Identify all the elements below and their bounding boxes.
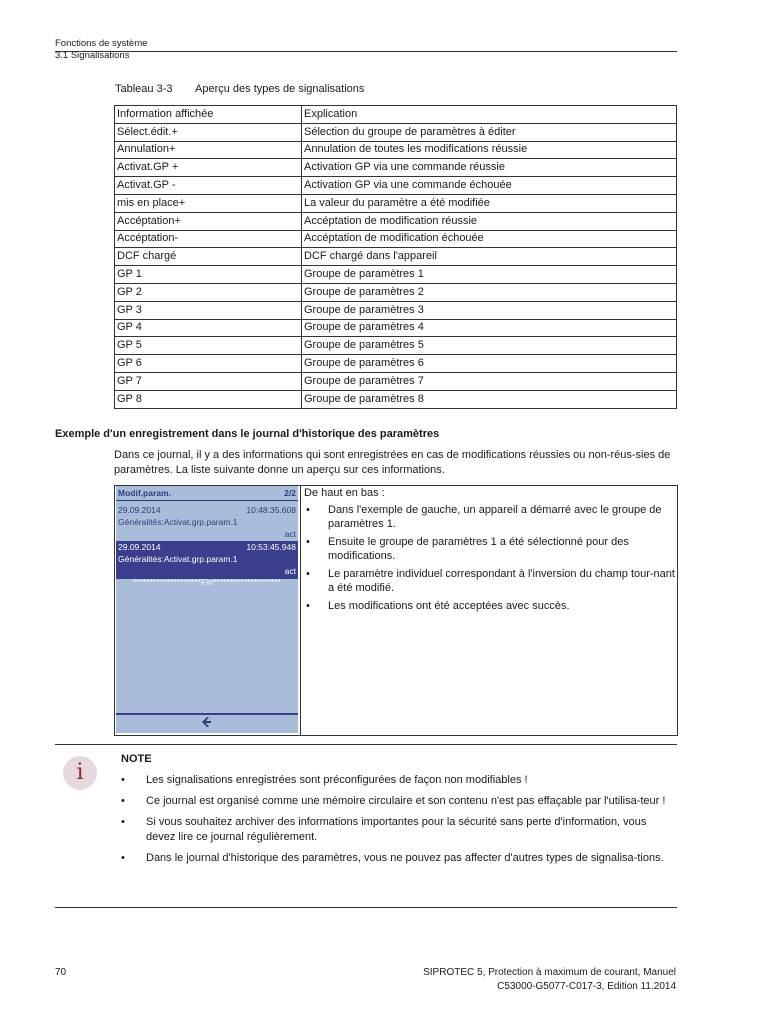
note-bottom-rule [55,907,677,908]
device-display [116,486,298,733]
device-page-indicator: 2/2 [284,488,296,498]
header-rule [55,51,677,52]
list-item: • Dans le journal d'historique des paramètres, vous ne pouvez pas affecter d'autres types de signalisa-tions. [121,852,664,864]
table-row [115,337,677,355]
table-row [115,159,677,177]
cell-info: Activat.GP - [115,177,302,195]
cell-info: GP 1 [115,266,302,284]
entry2-date: 29.09.2014 [118,542,161,552]
signal-types-table [114,105,677,409]
note-top-rule [55,744,677,745]
table-row [115,319,677,337]
cell-explanation: Accéptation de modification échouée [302,230,677,248]
cell-info: Accéptation- [115,230,302,248]
cell-explanation: Groupe de paramètres 1 [302,266,677,284]
subsection-title: 3.1 Signalisations [55,50,130,61]
example-divider [300,485,301,735]
cell-explanation: DCF chargé dans l'appareil [302,248,677,266]
table-row [115,230,677,248]
section-title: Fonctions de système [55,38,148,49]
cell-info: GP 6 [115,355,302,373]
cell-info: GP 8 [115,390,302,408]
cell-info: GP 4 [115,319,302,337]
cell-explanation: Groupe de paramètres 8 [302,390,677,408]
cell-info: Activat.GP + [115,159,302,177]
cell-explanation: La valeur du paramètre a été modifiée [302,194,677,212]
table-row [115,266,677,284]
cell-explanation: Groupe de paramètres 2 [302,283,677,301]
table-row [115,355,677,373]
table-caption-text: Aperçu des types de signalisations [195,83,365,95]
list-item: • Les modifications ont été acceptées avec succès. [306,599,570,612]
table-row [115,390,677,408]
cell-info: mis en place+ [115,194,302,212]
example-intro-paragraph: Dans ce journal, il y a des informations qui sont enregistrées en cas de modifications réussies ou non-réus-sies de paramètres. La liste suivante donne un aperçu sur ces informations. [114,449,671,476]
cell-explanation: Groupe de paramètres 6 [302,355,677,373]
info-icon: i [63,756,97,790]
entry1-time: 10:48:35.608 [246,505,296,515]
table-row [115,212,677,230]
entry1-date: 29.09.2014 [118,505,161,515]
cell-explanation: Sélection du groupe de paramètres à éditer [302,123,677,141]
table-row [115,372,677,390]
cell-explanation: Annulation de toutes les modifications réussie [302,141,677,159]
explanation-list [304,503,676,614]
cell-info: Sélect.édit.+ [115,123,302,141]
device-title: Modif.param. [118,488,171,498]
cell-explanation: Accéptation de modification réussie [302,212,677,230]
entry2-text: Généralités:Activat.grp.param.1 [118,554,238,564]
table-row [115,248,677,266]
example-explanation [304,486,676,616]
table-row [115,194,677,212]
end-marker: ********************Fin******************** [132,578,282,587]
cell-info: Annulation+ [115,141,302,159]
list-item: • Si vous souhaitez archiver des informations importantes pour la sécurité sans perte d'information, vous devez lire ce journal régulièrement. [121,816,647,843]
entry1-state: act [284,529,296,539]
cell-explanation: Activation GP via une commande réussie [302,159,677,177]
table-header-row [115,106,677,124]
cell-info: GP 7 [115,372,302,390]
entry2-time: 10:53:45.948 [246,542,296,552]
table-row [115,123,677,141]
list-item: • Dans l'exemple de gauche, un appareil a démarré avec le groupe de paramètres 1. [306,503,662,530]
table-row [115,301,677,319]
cell-info: GP 3 [115,301,302,319]
cell-info: GP 2 [115,283,302,301]
cell-info: Accéptation+ [115,212,302,230]
explanation-title: De haut en bas : [304,487,385,499]
list-item: • Le paramètre individuel correspondant à l'inversion du champ tour-nant a été modifié. [306,567,675,594]
entry2-state: act [284,566,296,576]
column-header-explanation: Explication [302,106,677,124]
back-arrow-icon[interactable] [200,715,212,730]
cell-info: GP 5 [115,337,302,355]
table-row [115,283,677,301]
cell-info: DCF chargé [115,248,302,266]
note-list [121,773,676,872]
device-title-bar [116,486,298,501]
list-item: • Ensuite le groupe de paramètres 1 a été sélectionné pour des modifications. [306,535,629,562]
cell-explanation: Groupe de paramètres 7 [302,372,677,390]
page-number: 70 [55,967,67,978]
cell-explanation: Groupe de paramètres 5 [302,337,677,355]
table-row [115,177,677,195]
cell-explanation: Activation GP via une commande échouée [302,177,677,195]
example-heading: Exemple d'un enregistrement dans le journal d'historique des paramètres [55,428,440,440]
cell-explanation: Groupe de paramètres 3 [302,301,677,319]
list-item: • Ce journal est organisé comme une mémoire circulaire et son contenu n'est pas effaçable par l'utilisa-teur ! [121,795,666,807]
table-row [115,141,677,159]
entry1-text: Généralités:Activat.grp.param.1 [118,517,238,527]
note-title: NOTE [121,753,152,765]
footer-title: SIPROTEC 5, Protection à maximum de courant, Manuel [423,967,676,978]
table-caption-number: Tableau 3-3 [115,83,173,95]
column-header-info: Information affichée [115,106,302,124]
footer-doc-id: C53000-G5077-C017-3, Edition 11.2014 [497,981,676,992]
table-caption [115,83,364,95]
list-item: • Les signalisations enregistrées sont préconfigurées de façon non modifiables ! [121,774,528,786]
cell-explanation: Groupe de paramètres 4 [302,319,677,337]
